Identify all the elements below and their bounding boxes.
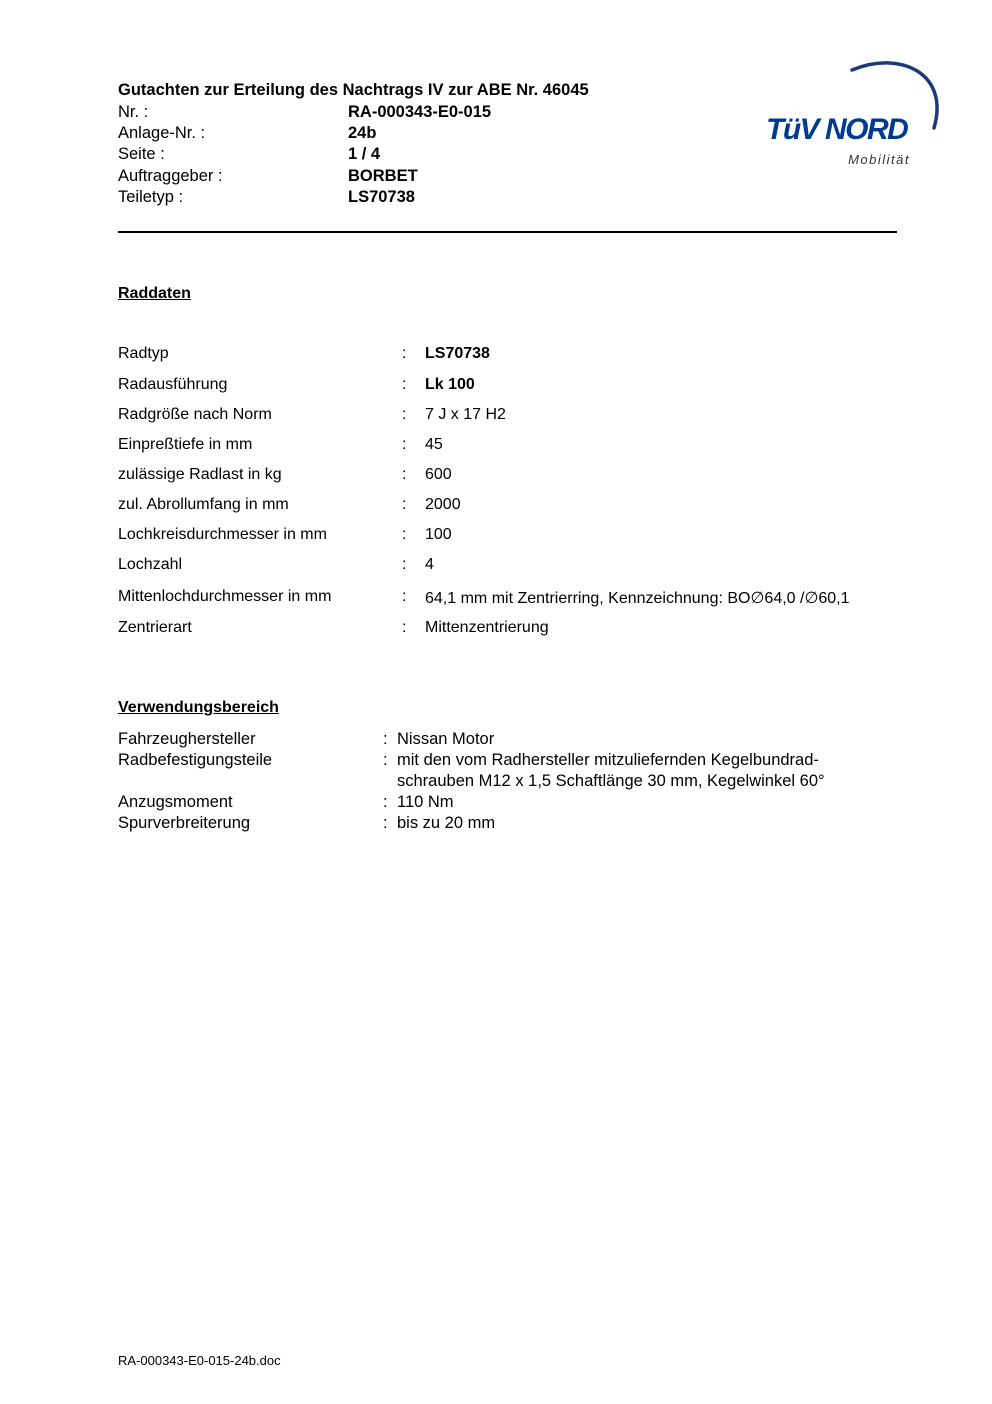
logo-sub-text: Mobilität xyxy=(848,152,910,167)
header-divider xyxy=(118,231,897,233)
separator-colon: : xyxy=(402,526,407,543)
separator-colon: : xyxy=(402,496,407,513)
raddaten-row xyxy=(118,588,918,608)
verwendung-label: Fahrzeughersteller xyxy=(118,730,256,748)
raddaten-value: 64,1 mm mit Zentrierring, Kennzeichnung: BO∅64,0 /∅60,1 xyxy=(425,590,850,607)
separator-colon: : xyxy=(402,588,407,605)
document-title: Gutachten zur Erteilung des Nachtrags IV zur ABE Nr. 46045 xyxy=(118,81,589,99)
separator-colon: : xyxy=(383,814,388,832)
raddaten-row xyxy=(118,526,918,546)
raddaten-label: zulässige Radlast in kg xyxy=(118,466,282,483)
raddaten-row xyxy=(118,556,918,576)
verwendung-value: 110 Nm xyxy=(397,793,454,811)
raddaten-label: Radgröße nach Norm xyxy=(118,406,272,423)
raddaten-value: LS70738 xyxy=(425,345,490,362)
header-value: RA-000343-E0-015 xyxy=(348,103,492,121)
separator-colon: : xyxy=(402,406,407,423)
verwendung-value: bis zu 20 mm xyxy=(397,814,496,832)
verwendung-value: mit den vom Radhersteller mitzuliefernden Kegelbundrad- xyxy=(397,751,819,769)
separator-colon: : xyxy=(402,436,407,453)
raddaten-label: Lochkreisdurchmesser in mm xyxy=(118,526,327,543)
raddaten-value: 45 xyxy=(425,436,443,453)
header-label: Nr. : xyxy=(118,103,149,121)
raddaten-value: Mittenzentrierung xyxy=(425,619,549,636)
raddaten-label: Radtyp xyxy=(118,345,169,362)
separator-colon: : xyxy=(383,751,388,769)
raddaten-value: 7 J x 17 H2 xyxy=(425,406,506,423)
raddaten-label: Zentrierart xyxy=(118,619,192,636)
verwendung-label: Spurverbreiterung xyxy=(118,814,251,832)
header-value: BORBET xyxy=(348,167,418,185)
header-label: Auftraggeber : xyxy=(118,167,223,185)
raddaten-label: Mittenlochdurchmesser in mm xyxy=(118,588,332,605)
raddaten-row xyxy=(118,496,918,516)
raddaten-row xyxy=(118,376,918,396)
raddaten-row xyxy=(118,436,918,456)
header-value: LS70738 xyxy=(348,188,415,206)
header-label: Teiletyp : xyxy=(118,188,184,206)
header-value: 24b xyxy=(348,124,377,142)
verwendung-label: Anzugsmoment xyxy=(118,793,233,811)
header-label: Seite : xyxy=(118,145,165,163)
separator-colon: : xyxy=(383,793,388,811)
section-heading-raddaten: Raddaten xyxy=(118,285,191,302)
separator-colon: : xyxy=(402,556,407,573)
separator-colon: : xyxy=(402,619,407,636)
raddaten-row xyxy=(118,466,918,486)
raddaten-value: 100 xyxy=(425,526,452,543)
header-label: Anlage-Nr. : xyxy=(118,124,206,142)
separator-colon: : xyxy=(383,730,388,748)
verwendung-value-continuation: schrauben M12 x 1,5 Schaftlänge 30 mm, Kegelwinkel 60° xyxy=(397,772,825,790)
raddaten-label: zul. Abrollumfang in mm xyxy=(118,496,289,513)
raddaten-value: Lk 100 xyxy=(425,376,475,393)
raddaten-label: Lochzahl xyxy=(118,556,183,573)
raddaten-row xyxy=(118,345,918,365)
separator-colon: : xyxy=(402,466,407,483)
separator-colon: : xyxy=(402,376,407,393)
raddaten-row xyxy=(118,619,918,639)
raddaten-row xyxy=(118,406,918,426)
logo-brand-text: TüV NORD xyxy=(766,113,908,146)
raddaten-label: Einpreßtiefe in mm xyxy=(118,436,253,453)
tuv-nord-logo xyxy=(760,58,950,173)
header-value: 1 / 4 xyxy=(348,145,381,163)
separator-colon: : xyxy=(402,345,407,362)
raddaten-value: 2000 xyxy=(425,496,461,513)
raddaten-value: 600 xyxy=(425,466,452,483)
raddaten-label: Radausführung xyxy=(118,376,228,393)
section-heading-verwendungsbereich: Verwendungsbereich xyxy=(118,699,279,716)
verwendung-value: Nissan Motor xyxy=(397,730,495,748)
footer-filename: RA-000343-E0-015-24b.doc xyxy=(118,1353,281,1368)
verwendung-label: Radbefestigungsteile xyxy=(118,751,273,769)
raddaten-value: 4 xyxy=(425,556,434,573)
